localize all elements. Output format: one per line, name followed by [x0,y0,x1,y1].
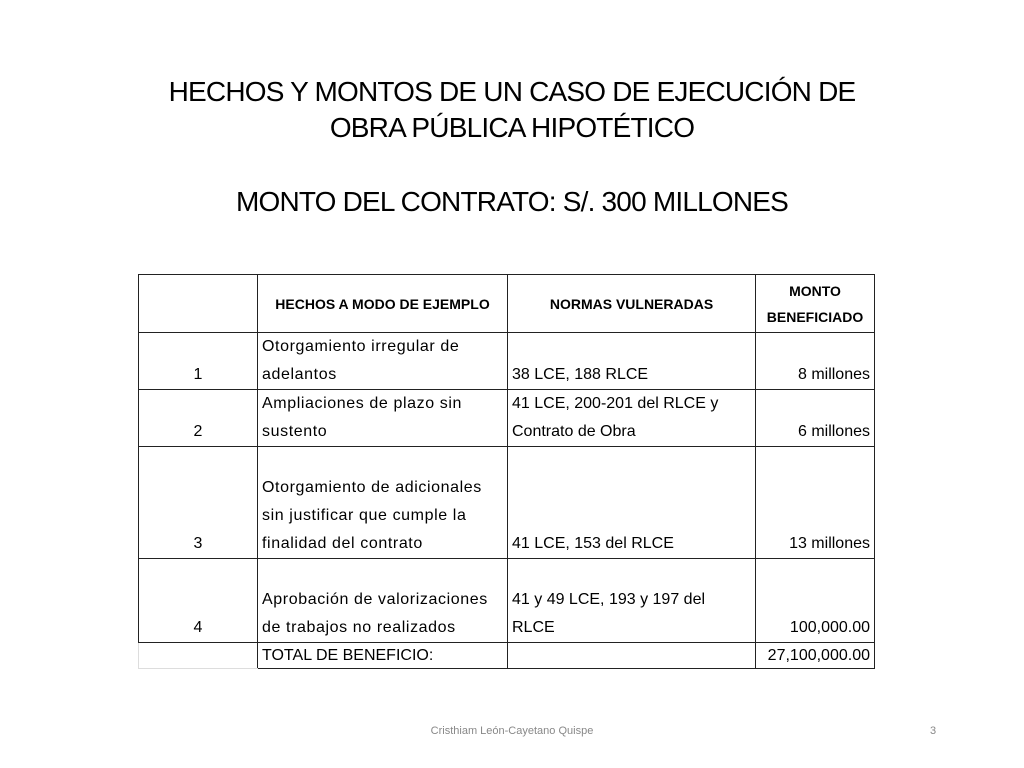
row-hechos [258,390,508,447]
row-normas [508,559,756,643]
total-row [139,643,875,669]
row-number: 3 [139,447,258,559]
hechos-line: adelantos [262,366,337,383]
page-number: 3 [930,725,937,737]
hechos-line: sustento [262,423,328,440]
hechos-line: Otorgamiento de adicionales [262,479,482,496]
header-normas: NORMAS VULNERADAS [508,275,756,333]
header-monto [756,275,875,333]
row-number: 4 [139,559,258,643]
row-normas [508,447,756,559]
row-normas [508,333,756,390]
table-row [139,333,875,390]
hechos-line: Ampliaciones de plazo sin [262,395,462,412]
normas-line: 41 LCE, 153 del RLCE [512,535,674,552]
table-row [139,447,875,559]
header-monto-line2: BENEFICIADO [766,308,864,325]
total-empty-cell [508,643,756,669]
hechos-line: Otorgamiento irregular de [262,338,460,355]
hechos-line: de trabajos no realizados [262,619,456,636]
row-monto: 13 millones [756,447,875,559]
row-hechos [258,333,508,390]
title-line-2: OBRA PÚBLICA HIPOTÉTICO [329,112,695,143]
normas-line: 41 LCE, 200-201 del RLCE y [512,395,719,412]
row-monto: 100,000.00 [756,559,875,643]
normas-line: 41 y 49 LCE, 193 y 197 del RLCE [512,591,706,636]
normas-line: Contrato de Obra [512,423,636,440]
row-monto: 6 millones [756,390,875,447]
footer-author: Cristhiam León-Cayetano Quispe [430,725,594,737]
title-line-1: HECHOS Y MONTOS DE UN CASO DE EJECUCIÓN DE [168,76,856,107]
row-number: 1 [139,333,258,390]
row-monto: 8 millones [756,333,875,390]
row-hechos [258,559,508,643]
hechos-line: sin justificar que cumple la [262,507,467,524]
table-row [139,559,875,643]
table-row [139,390,875,447]
facts-table [138,274,875,669]
slide-subtitle: MONTO DEL CONTRATO: S/. 300 MILLONES [235,186,789,217]
total-value: 27,100,000.00 [756,643,875,669]
hechos-line: finalidad del contrato [262,535,423,552]
header-hechos: HECHOS A MODO DE EJEMPLO [258,275,508,333]
normas-line: 38 LCE, 188 RLCE [512,366,649,383]
slide-title [0,74,1024,146]
table-header-row [139,275,875,333]
row-hechos [258,447,508,559]
row-number: 2 [139,390,258,447]
row-normas [508,390,756,447]
total-blank-cell [139,643,258,669]
hechos-line: Aprobación de valorizaciones [262,591,488,608]
total-label: TOTAL DE BENEFICIO: [258,643,508,669]
header-monto-line1: MONTO [789,282,841,299]
header-num [139,275,258,333]
